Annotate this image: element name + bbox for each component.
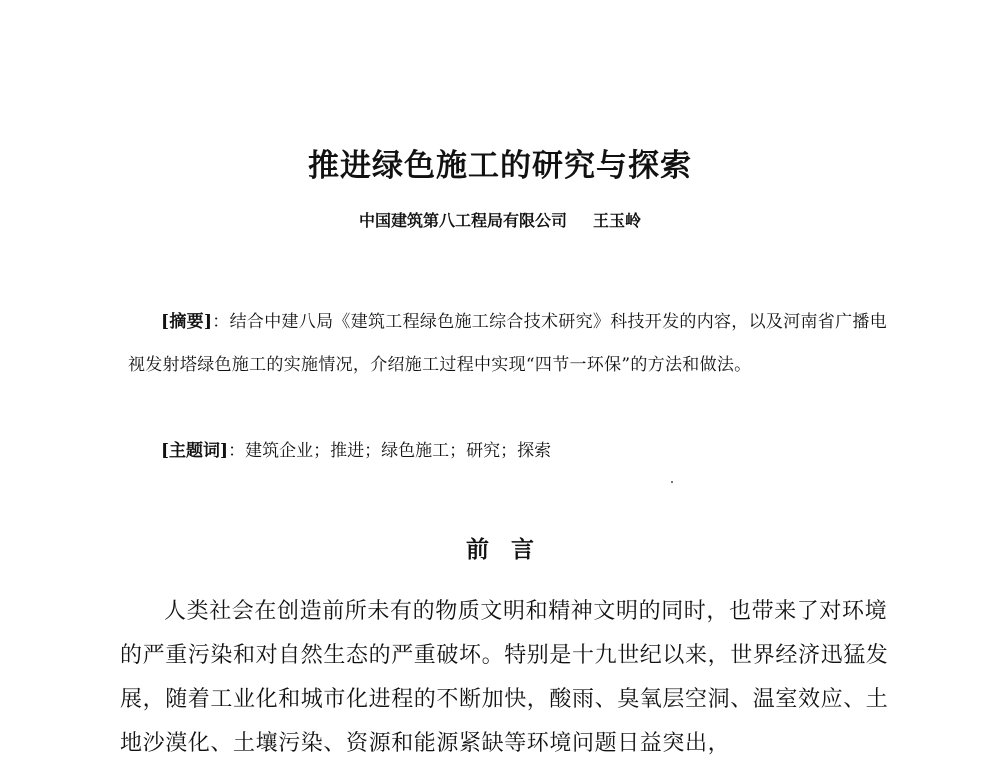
section-heading: 前言 [466, 536, 556, 563]
keywords-line [128, 434, 900, 468]
abstract-label: [摘要] [161, 312, 213, 332]
keywords-label: [主题词] [161, 441, 229, 461]
author-line [0, 209, 1000, 233]
body-paragraph-text: 人类社会在创造前所未有的物质文明和精神文明的同时，也带来了对环境的严重污染和对自然生态的严重破坏。特别是十九世纪以来，世界经济迅猛发展，随着工业化和城市化进程的不断加快，酸雨、臭氧层空洞、温室效应、土地沙漠化、土壤污染、资源和能源紧缺等环境问题日益突出， [120, 599, 889, 756]
document-title: 推进绿色施工的研究与探索 [308, 148, 692, 184]
abstract-paragraph [128, 301, 900, 387]
abstract-text: ：结合中建八局《建筑工程绿色施工综合技术研究》科技开发的内容，以及河南省广播电视发射塔绿色施工的实施情况，介绍施工过程中实现“四节一环保”的方法和做法。 [128, 312, 887, 375]
organization-name: 中国建筑第八工程局有限公司 [358, 211, 567, 230]
body-paragraph [120, 590, 900, 766]
keywords-text: ：建筑企业；推进；绿色施工；研究；探索 [228, 441, 552, 461]
scan-speck [671, 481, 673, 483]
author-name: 王玉岭 [593, 211, 642, 230]
